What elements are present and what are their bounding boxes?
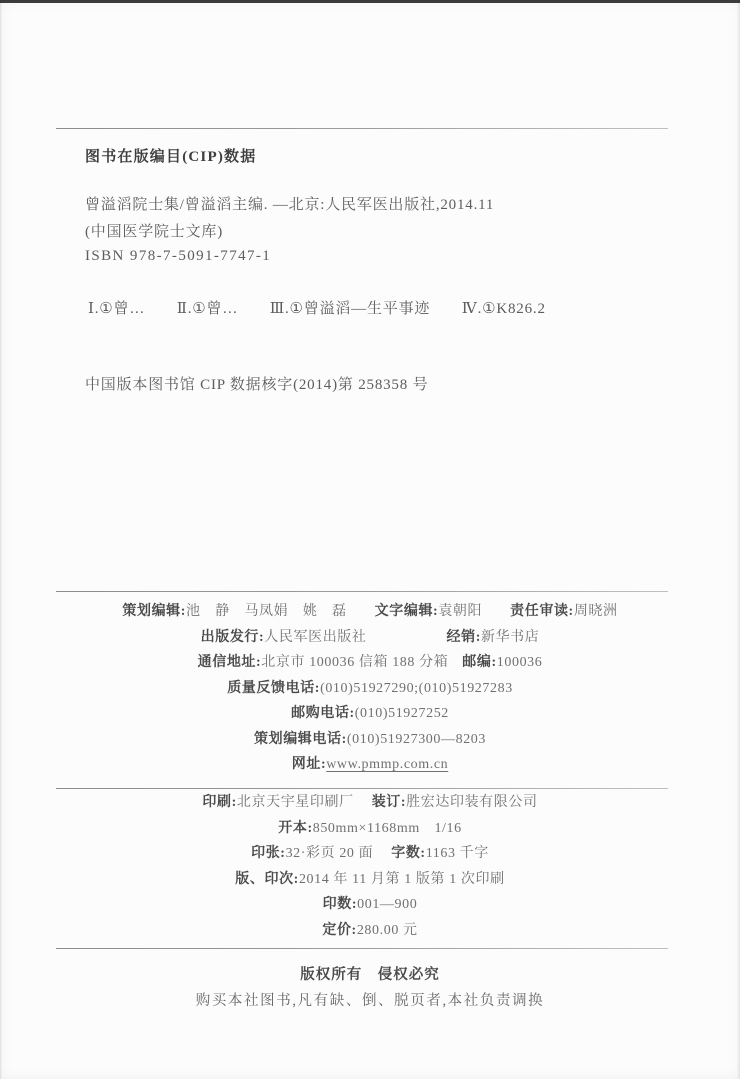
- publisher-label: 出版发行:: [200, 629, 265, 645]
- quality-feedback-phone-value: (010)51927290;(010)51927283: [320, 680, 513, 696]
- binder: [372, 793, 538, 813]
- edition-impression-label: 版、印次:: [235, 871, 299, 887]
- book-format-value: 850mm×1168mm 1/16: [312, 820, 462, 836]
- cip-title-line: 曾溢滔院士集/曾溢滔主编. —北京:人民军医出版社,2014.11: [85, 197, 495, 213]
- printer-label: 印刷:: [202, 795, 237, 810]
- distributor-label: 经销:: [446, 629, 481, 645]
- edition-row: [235, 870, 504, 890]
- format-row: [278, 819, 462, 839]
- text-editor: [375, 602, 482, 622]
- planning-editors-value: 池 静 马凤娟 姚 磊: [186, 604, 347, 619]
- publisher-info-block: [0, 602, 740, 775]
- mailing-address-value: 北京市 100036 信箱 188 分箱: [261, 655, 449, 670]
- editors-row: [122, 602, 617, 622]
- word-count: [391, 844, 489, 864]
- print-run: [323, 895, 418, 915]
- divider-printing-top: [56, 788, 668, 789]
- print-run-label: 印数:: [322, 897, 358, 913]
- price-value: 280.00 元: [356, 922, 418, 938]
- divider-copyright-top: [56, 948, 668, 949]
- book-format-label: 开本:: [278, 820, 313, 836]
- publisher-value: 人民军医出版社: [264, 629, 367, 645]
- mail-order-phone-value: (010)51927252: [354, 706, 449, 721]
- printer: [202, 793, 353, 813]
- binder-label: 装订:: [371, 795, 407, 810]
- mailing-address: [198, 653, 449, 673]
- planning-editors: [122, 602, 346, 622]
- binder-value: 胜宏达印装有限公司: [406, 795, 538, 810]
- planning-editor-phone-label: 策划编辑电话:: [254, 731, 347, 747]
- planning-editor-phone-value: (010)51927300—8203: [346, 731, 486, 747]
- printed-sheets-label: 印张:: [251, 846, 286, 862]
- copyright-notice: 版权所有 侵权必究: [300, 967, 440, 983]
- printer-row: [202, 793, 537, 813]
- postcode-label: 邮编:: [462, 655, 497, 670]
- publisher-row: [201, 628, 540, 648]
- planning-editor-phone-row: [254, 730, 486, 750]
- website-url: www.pmmp.com.cn: [326, 757, 449, 772]
- mail-order-phone: [291, 704, 449, 724]
- print-run-row: [323, 895, 418, 915]
- edition-impression: [235, 870, 504, 890]
- cip-classification-line: Ⅰ.①曾… Ⅱ.①曾… Ⅲ.①曾溢滔—生平事迹 Ⅳ.①K826.2: [88, 301, 546, 317]
- quality-feedback-phone-label: 质量反馈电话:: [227, 680, 321, 696]
- mail-order-phone-row: [291, 704, 449, 724]
- planning-editors-label: 策划编辑:: [122, 604, 187, 619]
- review-editor-label: 责任审读:: [510, 604, 574, 619]
- price-label: 定价:: [322, 922, 357, 938]
- distributor-value: 新华书店: [480, 629, 540, 645]
- price: [322, 921, 417, 941]
- printer-value: 北京天宇星印刷厂: [236, 795, 354, 810]
- divider-cip-top: [56, 128, 668, 129]
- website-label: 网址:: [291, 757, 327, 772]
- edition-impression-value: 2014 年 11 月第 1 版第 1 次印刷: [298, 871, 505, 887]
- cip-series-line: (中国医学院士文库): [85, 224, 223, 240]
- text-editor-label: 文字编辑:: [374, 604, 439, 619]
- mailing-address-label: 通信地址:: [197, 655, 262, 670]
- divider-publisher-top: [56, 591, 668, 592]
- publisher: [201, 628, 367, 648]
- printed-sheets-value: 32·彩页 20 面: [285, 846, 374, 862]
- review-editor-value: 周晓洲: [573, 604, 618, 619]
- postcode: [462, 653, 542, 673]
- cip-isbn-line: ISBN 978-7-5091-7747-1: [85, 248, 272, 264]
- distributor: [447, 628, 540, 648]
- planning-editor-phone: [254, 730, 486, 750]
- print-run-value: 001—900: [357, 897, 418, 913]
- printing-info-block: [0, 793, 740, 941]
- quality-feedback-phone-row: [227, 679, 513, 699]
- quality-feedback-phone: [227, 679, 513, 699]
- printed-sheets: [251, 844, 373, 864]
- cip-heading: 图书在版编目(CIP)数据: [85, 149, 257, 165]
- word-count-label: 字数:: [391, 846, 426, 862]
- defect-exchange-notice: 购买本社图书,凡有缺、倒、脱页者,本社负责调换: [195, 993, 545, 1009]
- address-row: [198, 653, 543, 673]
- scan-edge-top: [0, 0, 740, 3]
- website: [292, 755, 449, 775]
- review-editor: [510, 602, 617, 622]
- price-row: [322, 921, 417, 941]
- mail-order-phone-label: 邮购电话:: [291, 706, 355, 721]
- word-count-value: 1163 千字: [425, 846, 489, 862]
- book-format: [278, 819, 462, 839]
- website-row: [292, 755, 449, 775]
- text-editor-value: 袁朝阳: [438, 604, 483, 619]
- postcode-value: 100036: [496, 655, 543, 670]
- cip-record-number-line: 中国版本图书馆 CIP 数据核字(2014)第 258358 号: [85, 377, 429, 393]
- sheets-row: [251, 844, 489, 864]
